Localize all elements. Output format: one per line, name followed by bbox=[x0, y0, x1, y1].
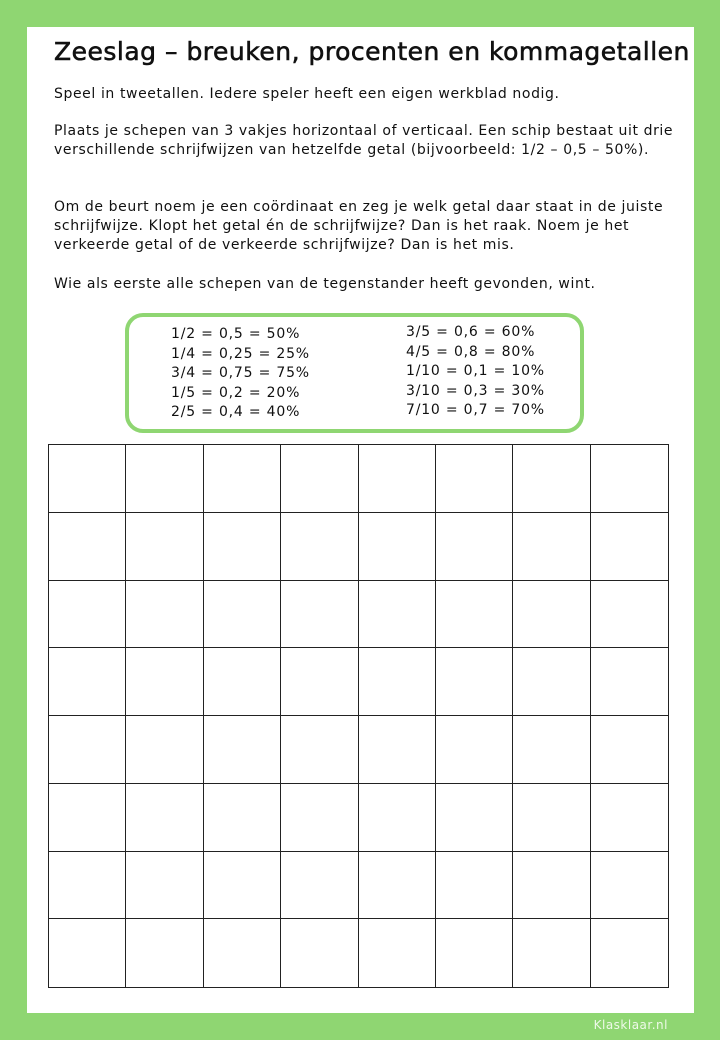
grid-cell bbox=[204, 445, 281, 513]
grid-cell bbox=[513, 445, 590, 513]
grid-cell bbox=[591, 716, 668, 784]
equivalent-item: 1/2 = 0,5 = 50% bbox=[171, 326, 301, 342]
intro-paragraph: Speel in tweetallen. Iedere speler heeft een eigen werkblad nodig. bbox=[54, 86, 560, 102]
grid-cell bbox=[204, 784, 281, 852]
equivalent-item: 1/5 = 0,2 = 20% bbox=[171, 384, 301, 401]
grid-cell bbox=[204, 513, 281, 581]
grid-cell bbox=[359, 919, 436, 987]
grid-cell bbox=[359, 852, 436, 920]
rules-paragraph: Plaats je schepen van 3 vakjes horizontaal of verticaal. Een schip bestaat uit drie verschillende schrijfwijzen van hetzelfde getal (bijvoorbeeld: 1/2 – 0,5 – 50%). bbox=[54, 123, 674, 158]
grid-cell bbox=[126, 716, 203, 784]
battleship-grid bbox=[48, 444, 669, 988]
grid-cell bbox=[49, 445, 126, 513]
grid-cell bbox=[436, 648, 513, 716]
grid-cell bbox=[126, 919, 203, 987]
grid-cell bbox=[359, 648, 436, 716]
equivalent-item: 1/10 = 0,1 = 10% bbox=[406, 363, 545, 379]
grid-cell bbox=[359, 513, 436, 581]
equivalent-item: 3/4 = 0,75 = 75% bbox=[171, 365, 310, 381]
equivalent-item: 1/4 = 0,25 = 25% bbox=[171, 345, 310, 362]
equivalents-box bbox=[125, 313, 584, 433]
grid-cell bbox=[591, 852, 668, 920]
grid-cell bbox=[126, 581, 203, 649]
equivalent-item: 7/10 = 0,7 = 70% bbox=[406, 402, 545, 418]
grid-cell bbox=[126, 648, 203, 716]
grid-cell bbox=[513, 513, 590, 581]
page-title: Zeeslag – breuken, procenten en kommagetallen bbox=[54, 37, 690, 66]
grid-cell bbox=[204, 648, 281, 716]
grid-cell bbox=[204, 852, 281, 920]
grid-cell bbox=[126, 445, 203, 513]
equivalent-item: 2/5 = 0,4 = 40% bbox=[171, 404, 301, 420]
grid-cell bbox=[281, 852, 358, 920]
grid-cell bbox=[513, 716, 590, 784]
grid-cell bbox=[281, 581, 358, 649]
grid-cell bbox=[126, 784, 203, 852]
grid-cell bbox=[49, 919, 126, 987]
grid-cell bbox=[359, 784, 436, 852]
footer-brand: Klasklaar.nl bbox=[593, 1018, 668, 1032]
equivalent-item: 3/10 = 0,3 = 30% bbox=[406, 382, 545, 399]
grid-cell bbox=[436, 581, 513, 649]
grid-cell bbox=[513, 919, 590, 987]
grid-cell bbox=[281, 919, 358, 987]
grid-cell bbox=[436, 513, 513, 581]
grid-cell bbox=[49, 581, 126, 649]
grid-cell bbox=[436, 445, 513, 513]
grid-cell bbox=[49, 648, 126, 716]
grid-cell bbox=[204, 581, 281, 649]
grid-cell bbox=[436, 919, 513, 987]
win-paragraph: Wie als eerste alle schepen van de tegenstander heeft gevonden, wint. bbox=[54, 276, 596, 292]
grid-cell bbox=[49, 852, 126, 920]
grid-cell bbox=[359, 445, 436, 513]
grid-cell bbox=[281, 445, 358, 513]
grid-cell bbox=[513, 648, 590, 716]
worksheet-page bbox=[27, 27, 694, 1013]
grid-cell bbox=[513, 784, 590, 852]
grid-cell bbox=[436, 852, 513, 920]
grid-cell bbox=[281, 513, 358, 581]
grid-cell bbox=[591, 648, 668, 716]
grid-cell bbox=[126, 852, 203, 920]
grid-cell bbox=[436, 784, 513, 852]
grid-cell bbox=[359, 581, 436, 649]
grid-cell bbox=[281, 716, 358, 784]
turn-paragraph: Om de beurt noem je een coördinaat en zeg je welk getal daar staat in de juiste schrijfwijze. Klopt het getal én de schrijfwijze? Dan is het raak. Noem je het verkeerde getal of de verkeerde schrijfwijze? Dan is het mis. bbox=[54, 199, 664, 253]
grid-cell bbox=[49, 513, 126, 581]
grid-cell bbox=[49, 784, 126, 852]
grid-cell bbox=[49, 716, 126, 784]
grid-cell bbox=[204, 716, 281, 784]
grid-cell bbox=[281, 648, 358, 716]
grid-cell bbox=[591, 919, 668, 987]
grid-cell bbox=[436, 716, 513, 784]
grid-cell bbox=[126, 513, 203, 581]
grid-cell bbox=[591, 581, 668, 649]
grid-cell bbox=[513, 852, 590, 920]
equivalent-item: 3/5 = 0,6 = 60% bbox=[406, 324, 536, 340]
equivalents-left bbox=[171, 325, 310, 423]
grid-cell bbox=[359, 716, 436, 784]
grid-cell bbox=[591, 784, 668, 852]
equivalent-item: 4/5 = 0,8 = 80% bbox=[406, 343, 536, 360]
grid-cell bbox=[204, 919, 281, 987]
grid-cell bbox=[281, 784, 358, 852]
grid-cell bbox=[591, 445, 668, 513]
grid-cell bbox=[591, 513, 668, 581]
grid-cell bbox=[513, 581, 590, 649]
equivalents-right bbox=[406, 323, 545, 421]
